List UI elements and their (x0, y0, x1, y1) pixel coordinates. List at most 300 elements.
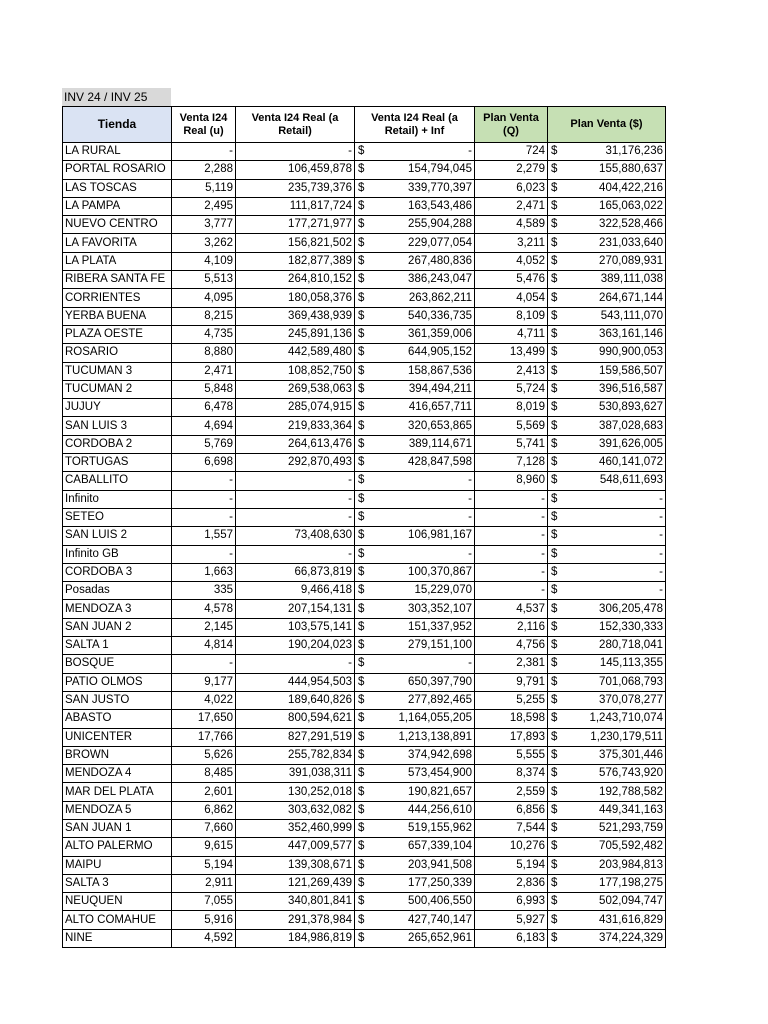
currency-symbol[interactable]: $ (548, 325, 562, 343)
cell-plan-q[interactable]: 3,211 (475, 234, 548, 252)
currency-symbol[interactable]: $ (548, 801, 562, 819)
cell-venta-inf[interactable]: 573,454,900 (369, 765, 475, 783)
cell-plan-q[interactable]: 5,255 (475, 691, 548, 709)
currency-symbol[interactable]: $ (355, 271, 369, 289)
cell-venta-inf[interactable]: 657,339,104 (369, 838, 475, 856)
cell-tienda[interactable]: SALTA 3 (63, 874, 172, 892)
cell-venta-u[interactable]: 4,022 (172, 691, 236, 709)
cell-tienda[interactable]: ROSARIO (63, 344, 172, 362)
cell-plan-money[interactable]: 548,611,693 (562, 472, 666, 490)
cell-venta-inf[interactable]: 519,155,962 (369, 819, 475, 837)
cell-plan-money[interactable]: 576,743,920 (562, 765, 666, 783)
cell-plan-money[interactable]: 152,330,333 (562, 618, 666, 636)
cell-venta-u[interactable]: 2,911 (172, 874, 236, 892)
currency-symbol[interactable]: $ (548, 545, 562, 563)
cell-plan-money[interactable]: 502,094,747 (562, 893, 666, 911)
cell-tienda[interactable]: MAIPU (63, 856, 172, 874)
cell-tienda[interactable]: JUJUY (63, 399, 172, 417)
cell-venta-u[interactable]: 2,495 (172, 197, 236, 215)
header-venta-u[interactable]: Venta I24 Real (u) (172, 107, 236, 143)
currency-symbol[interactable]: $ (355, 838, 369, 856)
cell-venta-inf[interactable]: 428,847,598 (369, 454, 475, 472)
currency-symbol[interactable]: $ (355, 143, 369, 161)
cell-plan-q[interactable]: 10,276 (475, 838, 548, 856)
cell-venta-retail[interactable]: 73,408,630 (236, 527, 355, 545)
cell-venta-inf[interactable]: 650,397,790 (369, 673, 475, 691)
cell-venta-u[interactable]: 5,769 (172, 435, 236, 453)
cell-plan-q[interactable]: 17,893 (475, 728, 548, 746)
cell-venta-retail[interactable]: 444,954,503 (236, 673, 355, 691)
currency-symbol[interactable]: $ (355, 344, 369, 362)
cell-plan-q[interactable]: 18,598 (475, 710, 548, 728)
cell-tienda[interactable]: TUCUMAN 2 (63, 380, 172, 398)
cell-venta-retail[interactable]: 189,640,826 (236, 691, 355, 709)
cell-venta-inf[interactable]: 389,114,671 (369, 435, 475, 453)
cell-venta-retail[interactable]: 292,870,493 (236, 454, 355, 472)
currency-symbol[interactable]: $ (548, 490, 562, 508)
currency-symbol[interactable]: $ (548, 435, 562, 453)
cell-plan-money[interactable]: - (562, 582, 666, 600)
currency-symbol[interactable]: $ (355, 454, 369, 472)
cell-tienda[interactable]: SAN JUAN 1 (63, 819, 172, 837)
cell-plan-money[interactable]: 280,718,041 (562, 637, 666, 655)
currency-symbol[interactable]: $ (355, 252, 369, 270)
currency-symbol[interactable]: $ (355, 289, 369, 307)
cell-plan-money[interactable]: 203,984,813 (562, 856, 666, 874)
cell-plan-q[interactable]: 2,413 (475, 362, 548, 380)
cell-venta-inf[interactable]: 394,494,211 (369, 380, 475, 398)
cell-venta-retail[interactable]: 66,873,819 (236, 563, 355, 581)
currency-symbol[interactable]: $ (548, 143, 562, 161)
cell-plan-q[interactable]: - (475, 527, 548, 545)
cell-venta-inf[interactable]: 427,740,147 (369, 911, 475, 929)
header-plan-q[interactable]: Plan Venta (Q) (475, 107, 548, 143)
cell-plan-q[interactable]: 9,791 (475, 673, 548, 691)
cell-venta-retail[interactable]: 827,291,519 (236, 728, 355, 746)
cell-venta-inf[interactable]: 255,904,288 (369, 216, 475, 234)
currency-symbol[interactable]: $ (548, 618, 562, 636)
cell-venta-u[interactable]: 2,288 (172, 161, 236, 179)
cell-venta-retail[interactable]: 219,833,364 (236, 417, 355, 435)
cell-plan-money[interactable]: 387,028,683 (562, 417, 666, 435)
cell-venta-u[interactable]: 4,578 (172, 600, 236, 618)
currency-symbol[interactable]: $ (548, 417, 562, 435)
cell-plan-money[interactable]: 370,078,277 (562, 691, 666, 709)
cell-plan-q[interactable]: 4,589 (475, 216, 548, 234)
currency-symbol[interactable]: $ (548, 929, 562, 947)
cell-plan-money[interactable]: 363,161,146 (562, 325, 666, 343)
cell-venta-inf[interactable]: 1,213,138,891 (369, 728, 475, 746)
cell-venta-inf[interactable]: 154,794,045 (369, 161, 475, 179)
cell-venta-u[interactable]: 9,615 (172, 838, 236, 856)
cell-venta-retail[interactable]: 108,852,750 (236, 362, 355, 380)
cell-venta-inf[interactable]: 500,406,550 (369, 893, 475, 911)
cell-venta-inf[interactable]: 106,981,167 (369, 527, 475, 545)
cell-tienda[interactable]: YERBA BUENA (63, 307, 172, 325)
currency-symbol[interactable]: $ (548, 399, 562, 417)
cell-tienda[interactable]: MENDOZA 5 (63, 801, 172, 819)
cell-tienda[interactable]: LA RURAL (63, 143, 172, 161)
cell-tienda[interactable]: SAN LUIS 2 (63, 527, 172, 545)
cell-plan-money[interactable]: 270,089,931 (562, 252, 666, 270)
cell-venta-u[interactable]: 4,814 (172, 637, 236, 655)
cell-plan-money[interactable]: 177,198,275 (562, 874, 666, 892)
currency-symbol[interactable]: $ (548, 307, 562, 325)
cell-plan-money[interactable]: 31,176,236 (562, 143, 666, 161)
cell-venta-u[interactable]: 5,626 (172, 746, 236, 764)
cell-plan-money[interactable]: 159,586,507 (562, 362, 666, 380)
cell-plan-money[interactable]: 449,341,163 (562, 801, 666, 819)
cell-venta-u[interactable]: - (172, 490, 236, 508)
cell-venta-inf[interactable]: 279,151,100 (369, 637, 475, 655)
cell-venta-u[interactable]: 9,177 (172, 673, 236, 691)
currency-symbol[interactable]: $ (355, 197, 369, 215)
cell-venta-retail[interactable]: 130,252,018 (236, 783, 355, 801)
cell-venta-u[interactable]: - (172, 508, 236, 526)
cell-venta-inf[interactable]: - (369, 545, 475, 563)
cell-plan-money[interactable]: 165,063,022 (562, 197, 666, 215)
cell-venta-inf[interactable]: 163,543,486 (369, 197, 475, 215)
cell-venta-inf[interactable]: 540,336,735 (369, 307, 475, 325)
cell-venta-u[interactable]: 17,766 (172, 728, 236, 746)
cell-venta-inf[interactable]: - (369, 143, 475, 161)
currency-symbol[interactable]: $ (548, 746, 562, 764)
cell-venta-inf[interactable]: 158,867,536 (369, 362, 475, 380)
cell-plan-money[interactable]: 264,671,144 (562, 289, 666, 307)
cell-plan-money[interactable]: - (562, 563, 666, 581)
cell-venta-u[interactable]: 5,119 (172, 179, 236, 197)
cell-venta-inf[interactable]: 374,942,698 (369, 746, 475, 764)
currency-symbol[interactable]: $ (355, 380, 369, 398)
cell-venta-inf[interactable]: - (369, 472, 475, 490)
cell-plan-q[interactable]: 2,279 (475, 161, 548, 179)
cell-venta-retail[interactable]: 111,817,724 (236, 197, 355, 215)
cell-venta-u[interactable]: - (172, 545, 236, 563)
cell-venta-inf[interactable]: 190,821,657 (369, 783, 475, 801)
currency-symbol[interactable]: $ (355, 691, 369, 709)
currency-symbol[interactable]: $ (548, 838, 562, 856)
cell-plan-q[interactable]: - (475, 563, 548, 581)
cell-venta-u[interactable]: 5,848 (172, 380, 236, 398)
cell-venta-inf[interactable]: 444,256,610 (369, 801, 475, 819)
cell-plan-money[interactable]: 543,111,070 (562, 307, 666, 325)
cell-plan-q[interactable]: 2,559 (475, 783, 548, 801)
cell-plan-money[interactable]: 375,301,446 (562, 746, 666, 764)
cell-venta-u[interactable]: 4,095 (172, 289, 236, 307)
cell-plan-money[interactable]: - (562, 490, 666, 508)
currency-symbol[interactable]: $ (548, 655, 562, 673)
currency-symbol[interactable]: $ (548, 582, 562, 600)
header-tienda[interactable]: Tienda (63, 107, 172, 143)
cell-plan-q[interactable]: 6,993 (475, 893, 548, 911)
cell-tienda[interactable]: SAN LUIS 3 (63, 417, 172, 435)
cell-plan-q[interactable]: 13,499 (475, 344, 548, 362)
cell-tienda[interactable]: PATIO OLMOS (63, 673, 172, 691)
currency-symbol[interactable]: $ (548, 472, 562, 490)
currency-symbol[interactable]: $ (355, 893, 369, 911)
cell-venta-retail[interactable]: 156,821,502 (236, 234, 355, 252)
cell-tienda[interactable]: Posadas (63, 582, 172, 600)
cell-venta-u[interactable]: 5,194 (172, 856, 236, 874)
cell-tienda[interactable]: SAN JUSTO (63, 691, 172, 709)
currency-symbol[interactable]: $ (548, 819, 562, 837)
cell-plan-q[interactable]: - (475, 508, 548, 526)
cell-tienda[interactable]: NEUQUEN (63, 893, 172, 911)
cell-plan-q[interactable]: 8,374 (475, 765, 548, 783)
cell-plan-q[interactable]: 5,476 (475, 271, 548, 289)
cell-plan-money[interactable]: - (562, 545, 666, 563)
cell-tienda[interactable]: ABASTO (63, 710, 172, 728)
cell-venta-u[interactable]: 8,485 (172, 765, 236, 783)
currency-symbol[interactable]: $ (355, 911, 369, 929)
currency-symbol[interactable]: $ (355, 325, 369, 343)
cell-plan-money[interactable]: 705,592,482 (562, 838, 666, 856)
cell-plan-q[interactable]: 4,054 (475, 289, 548, 307)
cell-venta-retail[interactable]: 190,204,023 (236, 637, 355, 655)
cell-tienda[interactable]: LA FAVORITA (63, 234, 172, 252)
cell-venta-retail[interactable]: - (236, 508, 355, 526)
cell-venta-inf[interactable]: 151,337,952 (369, 618, 475, 636)
cell-tienda[interactable]: BROWN (63, 746, 172, 764)
cell-venta-inf[interactable]: - (369, 490, 475, 508)
currency-symbol[interactable]: $ (355, 307, 369, 325)
currency-symbol[interactable]: $ (355, 417, 369, 435)
cell-venta-retail[interactable]: 177,271,977 (236, 216, 355, 234)
cell-plan-money[interactable]: 396,516,587 (562, 380, 666, 398)
cell-venta-u[interactable]: 3,777 (172, 216, 236, 234)
cell-plan-q[interactable]: 2,381 (475, 655, 548, 673)
cell-plan-money[interactable]: - (562, 527, 666, 545)
currency-symbol[interactable]: $ (355, 527, 369, 545)
cell-plan-money[interactable]: 322,528,466 (562, 216, 666, 234)
currency-symbol[interactable]: $ (548, 783, 562, 801)
cell-tienda[interactable]: CORRIENTES (63, 289, 172, 307)
currency-symbol[interactable]: $ (355, 655, 369, 673)
header-venta-retail[interactable]: Venta I24 Real (a Retail) (236, 107, 355, 143)
currency-symbol[interactable]: $ (355, 856, 369, 874)
currency-symbol[interactable]: $ (548, 563, 562, 581)
currency-symbol[interactable]: $ (355, 801, 369, 819)
cell-venta-inf[interactable]: 203,941,508 (369, 856, 475, 874)
cell-venta-retail[interactable]: 442,589,480 (236, 344, 355, 362)
cell-venta-retail[interactable]: 121,269,439 (236, 874, 355, 892)
cell-venta-u[interactable]: 2,601 (172, 783, 236, 801)
cell-plan-q[interactable]: 6,183 (475, 929, 548, 947)
cell-venta-inf[interactable]: 15,229,070 (369, 582, 475, 600)
cell-venta-u[interactable]: 3,262 (172, 234, 236, 252)
cell-tienda[interactable]: LA PLATA (63, 252, 172, 270)
cell-venta-inf[interactable]: 277,892,465 (369, 691, 475, 709)
cell-tienda[interactable]: Infinito (63, 490, 172, 508)
cell-plan-money[interactable]: 389,111,038 (562, 271, 666, 289)
currency-symbol[interactable]: $ (548, 893, 562, 911)
cell-venta-u[interactable]: 4,592 (172, 929, 236, 947)
cell-venta-retail[interactable]: 269,538,063 (236, 380, 355, 398)
cell-venta-inf[interactable]: 416,657,711 (369, 399, 475, 417)
cell-tienda[interactable]: SAN JUAN 2 (63, 618, 172, 636)
cell-tienda[interactable]: PORTAL ROSARIO (63, 161, 172, 179)
cell-plan-q[interactable]: 2,471 (475, 197, 548, 215)
cell-plan-money[interactable]: 431,616,829 (562, 911, 666, 929)
cell-plan-money[interactable]: 990,900,053 (562, 344, 666, 362)
cell-venta-retail[interactable]: 340,801,841 (236, 893, 355, 911)
cell-tienda[interactable]: LAS TOSCAS (63, 179, 172, 197)
cell-plan-q[interactable]: 5,194 (475, 856, 548, 874)
cell-venta-retail[interactable]: 139,308,671 (236, 856, 355, 874)
cell-plan-q[interactable]: 5,555 (475, 746, 548, 764)
cell-tienda[interactable]: MENDOZA 4 (63, 765, 172, 783)
cell-venta-retail[interactable]: 352,460,999 (236, 819, 355, 837)
cell-plan-q[interactable]: 4,052 (475, 252, 548, 270)
cell-venta-inf[interactable]: 177,250,339 (369, 874, 475, 892)
cell-venta-inf[interactable]: 229,077,054 (369, 234, 475, 252)
currency-symbol[interactable]: $ (548, 454, 562, 472)
cell-venta-retail[interactable]: 303,632,082 (236, 801, 355, 819)
cell-plan-money[interactable]: 1,243,710,074 (562, 710, 666, 728)
cell-venta-retail[interactable]: 184,986,819 (236, 929, 355, 947)
currency-symbol[interactable]: $ (548, 508, 562, 526)
cell-venta-retail[interactable]: 255,782,834 (236, 746, 355, 764)
cell-plan-money[interactable]: 701,068,793 (562, 673, 666, 691)
cell-venta-retail[interactable]: - (236, 545, 355, 563)
cell-tienda[interactable]: MENDOZA 3 (63, 600, 172, 618)
cell-plan-q[interactable]: 4,711 (475, 325, 548, 343)
cell-venta-inf[interactable]: 320,653,865 (369, 417, 475, 435)
cell-venta-retail[interactable]: 291,378,984 (236, 911, 355, 929)
cell-tienda[interactable]: TORTUGAS (63, 454, 172, 472)
currency-symbol[interactable]: $ (548, 728, 562, 746)
cell-venta-retail[interactable]: - (236, 472, 355, 490)
cell-venta-inf[interactable]: 1,164,055,205 (369, 710, 475, 728)
currency-symbol[interactable]: $ (548, 197, 562, 215)
currency-symbol[interactable]: $ (548, 380, 562, 398)
cell-plan-q[interactable]: 5,569 (475, 417, 548, 435)
cell-tienda[interactable]: LA PAMPA (63, 197, 172, 215)
currency-symbol[interactable]: $ (355, 710, 369, 728)
cell-venta-retail[interactable]: 391,038,311 (236, 765, 355, 783)
currency-symbol[interactable]: $ (548, 344, 562, 362)
currency-symbol[interactable]: $ (355, 600, 369, 618)
cell-tienda[interactable]: PLAZA OESTE (63, 325, 172, 343)
cell-plan-q[interactable]: - (475, 545, 548, 563)
cell-plan-q[interactable]: 8,109 (475, 307, 548, 325)
currency-symbol[interactable]: $ (548, 179, 562, 197)
cell-plan-money[interactable]: 530,893,627 (562, 399, 666, 417)
currency-symbol[interactable]: $ (355, 582, 369, 600)
header-plan-money[interactable]: Plan Venta ($) (548, 107, 666, 143)
currency-symbol[interactable]: $ (355, 362, 369, 380)
cell-plan-q[interactable]: 2,116 (475, 618, 548, 636)
cell-venta-u[interactable]: 2,471 (172, 362, 236, 380)
cell-plan-money[interactable]: 306,205,478 (562, 600, 666, 618)
currency-symbol[interactable]: $ (355, 179, 369, 197)
cell-tienda[interactable]: RIBERA SANTA FE (63, 271, 172, 289)
cell-venta-inf[interactable]: - (369, 508, 475, 526)
cell-venta-u[interactable]: 6,698 (172, 454, 236, 472)
cell-plan-q[interactable]: 6,856 (475, 801, 548, 819)
cell-venta-u[interactable]: 7,660 (172, 819, 236, 837)
cell-venta-retail[interactable]: - (236, 143, 355, 161)
currency-symbol[interactable]: $ (548, 637, 562, 655)
cell-plan-q[interactable]: 2,836 (475, 874, 548, 892)
currency-symbol[interactable]: $ (355, 545, 369, 563)
currency-symbol[interactable]: $ (355, 472, 369, 490)
currency-symbol[interactable]: $ (548, 673, 562, 691)
cell-venta-u[interactable]: 2,145 (172, 618, 236, 636)
cell-venta-retail[interactable]: 264,810,152 (236, 271, 355, 289)
cell-venta-retail[interactable]: 207,154,131 (236, 600, 355, 618)
cell-venta-u[interactable]: - (172, 655, 236, 673)
cell-plan-q[interactable]: 6,023 (475, 179, 548, 197)
currency-symbol[interactable]: $ (355, 618, 369, 636)
cell-venta-retail[interactable]: 180,058,376 (236, 289, 355, 307)
cell-venta-inf[interactable]: 361,359,006 (369, 325, 475, 343)
cell-plan-q[interactable]: 5,724 (475, 380, 548, 398)
cell-tienda[interactable]: SETEO (63, 508, 172, 526)
cell-plan-q[interactable]: 5,927 (475, 911, 548, 929)
currency-symbol[interactable]: $ (355, 216, 369, 234)
currency-symbol[interactable]: $ (548, 271, 562, 289)
currency-symbol[interactable]: $ (355, 874, 369, 892)
cell-plan-q[interactable]: 724 (475, 143, 548, 161)
cell-venta-u[interactable]: 5,916 (172, 911, 236, 929)
cell-plan-money[interactable]: 391,626,005 (562, 435, 666, 453)
cell-venta-inf[interactable]: 303,352,107 (369, 600, 475, 618)
cell-tienda[interactable]: NINE (63, 929, 172, 947)
cell-venta-retail[interactable]: 9,466,418 (236, 582, 355, 600)
cell-plan-money[interactable]: 1,230,179,511 (562, 728, 666, 746)
cell-venta-retail[interactable]: 182,877,389 (236, 252, 355, 270)
currency-symbol[interactable]: $ (355, 783, 369, 801)
cell-plan-q[interactable]: - (475, 490, 548, 508)
currency-symbol[interactable]: $ (548, 600, 562, 618)
cell-venta-retail[interactable]: 447,009,577 (236, 838, 355, 856)
cell-venta-u[interactable]: 6,478 (172, 399, 236, 417)
cell-plan-q[interactable]: 4,756 (475, 637, 548, 655)
cell-venta-u[interactable]: - (172, 143, 236, 161)
cell-venta-u[interactable]: 4,694 (172, 417, 236, 435)
cell-tienda[interactable]: CORDOBA 3 (63, 563, 172, 581)
cell-venta-u[interactable]: 8,215 (172, 307, 236, 325)
cell-plan-money[interactable]: - (562, 508, 666, 526)
cell-tienda[interactable]: CORDOBA 2 (63, 435, 172, 453)
cell-tienda[interactable]: SALTA 1 (63, 637, 172, 655)
currency-symbol[interactable]: $ (548, 911, 562, 929)
cell-venta-u[interactable]: 17,650 (172, 710, 236, 728)
currency-symbol[interactable]: $ (548, 765, 562, 783)
cell-venta-u[interactable]: 1,557 (172, 527, 236, 545)
currency-symbol[interactable]: $ (548, 527, 562, 545)
cell-venta-u[interactable]: - (172, 472, 236, 490)
currency-symbol[interactable]: $ (355, 929, 369, 947)
cell-venta-retail[interactable]: 235,739,376 (236, 179, 355, 197)
cell-venta-inf[interactable]: 100,370,867 (369, 563, 475, 581)
cell-venta-retail[interactable]: 103,575,141 (236, 618, 355, 636)
cell-venta-inf[interactable]: 644,905,152 (369, 344, 475, 362)
cell-venta-inf[interactable]: 339,770,397 (369, 179, 475, 197)
cell-tienda[interactable]: ALTO COMAHUE (63, 911, 172, 929)
cell-plan-money[interactable]: 460,141,072 (562, 454, 666, 472)
currency-symbol[interactable]: $ (355, 819, 369, 837)
cell-plan-money[interactable]: 404,422,216 (562, 179, 666, 197)
cell-tienda[interactable]: ALTO PALERMO (63, 838, 172, 856)
cell-plan-q[interactable]: 7,128 (475, 454, 548, 472)
cell-plan-money[interactable]: 145,113,355 (562, 655, 666, 673)
cell-venta-u[interactable]: 7,055 (172, 893, 236, 911)
cell-venta-retail[interactable]: 264,613,476 (236, 435, 355, 453)
cell-plan-money[interactable]: 521,293,759 (562, 819, 666, 837)
cell-tienda[interactable]: UNICENTER (63, 728, 172, 746)
